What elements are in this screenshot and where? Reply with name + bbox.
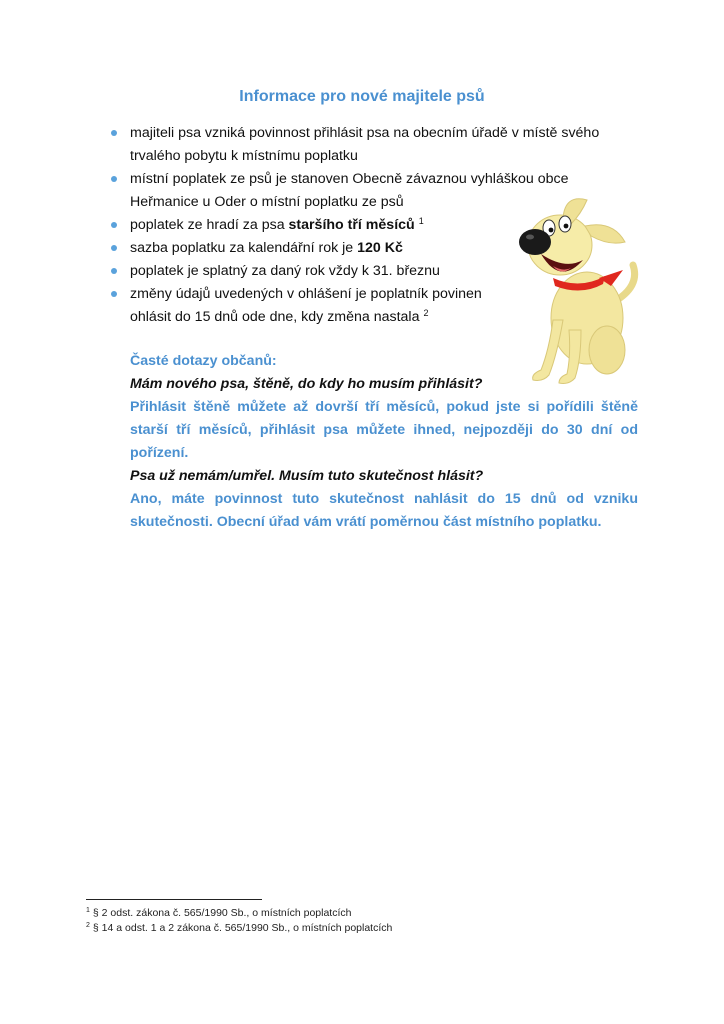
faq-answer: Přihlásit štěně můžete až dovrší tří měsíců, pokud jste si pořídili štěně starší tří měsíců, přihlásit psa můžete ihned, nejpozději do 30 dní od pořízení. xyxy=(130,399,638,461)
list-item-text: majiteli psa vzniká povinnost přihlásit psa na obecním úřadě v místě svého trvalého pobytu k místnímu poplatku xyxy=(130,125,600,164)
footnote-ref: 2 xyxy=(423,308,429,318)
list-item-text: poplatek ze hradí za psa xyxy=(130,217,289,233)
faq-heading: Časté dotazy občanů: xyxy=(130,353,277,369)
footnote-number: 1 xyxy=(86,907,90,914)
footnote xyxy=(86,921,392,936)
list-item xyxy=(108,122,630,168)
faq-answer: Ano, máte povinnost tuto skutečnost nahlásit do 15 dnů od vzniku skutečnosti. Obecní úřad vám vrátí poměrnou část místního poplatku. xyxy=(130,491,638,530)
list-item-text: místní poplatek ze psů je stanoven Obecně závaznou vyhláškou obce Heřmanice u Oder o místní poplatku ze psů xyxy=(130,171,569,210)
list-item xyxy=(108,283,510,329)
faq-question: Mám nového psa, štěně, do kdy ho musím přihlásit? xyxy=(130,376,483,392)
footnotes xyxy=(86,906,392,936)
faq-section xyxy=(130,350,638,534)
list-item-emphasis: 120 Kč xyxy=(357,240,403,256)
bullet-dot-icon xyxy=(111,130,117,136)
page-title: Informace pro nové majitele psů xyxy=(239,88,485,105)
faq-question: Psa už nemám/umřel. Musím tuto skutečnost hlásit? xyxy=(130,468,484,484)
footnote-ref: 1 xyxy=(418,216,424,226)
footnote-divider xyxy=(86,899,262,900)
bullet-dot-icon xyxy=(111,222,117,228)
footnote-text: § 14 a odst. 1 a 2 zákona č. 565/1990 Sb., o místních poplatcích xyxy=(92,922,393,934)
list-item-emphasis: staršího tří měsíců xyxy=(288,217,415,233)
footnote-text: § 2 odst. zákona č. 565/1990 Sb., o místních poplatcích xyxy=(92,907,352,919)
list-item-text: poplatek je splatný za daný rok vždy k 31. březnu xyxy=(130,263,440,279)
list-item-text: změny údajů uvedených v ohlášení je poplatník povinen ohlásit do 15 dnů ode dne, kdy změna nastala xyxy=(130,286,482,325)
list-item-text: sazba poplatku za kalendářní rok je xyxy=(130,240,358,256)
bullet-dot-icon xyxy=(111,245,117,251)
bullet-dot-icon xyxy=(111,268,117,274)
bullet-dot-icon xyxy=(111,291,117,297)
footnote xyxy=(86,906,392,921)
footnote-number: 2 xyxy=(86,922,90,929)
bullet-dot-icon xyxy=(111,176,117,182)
